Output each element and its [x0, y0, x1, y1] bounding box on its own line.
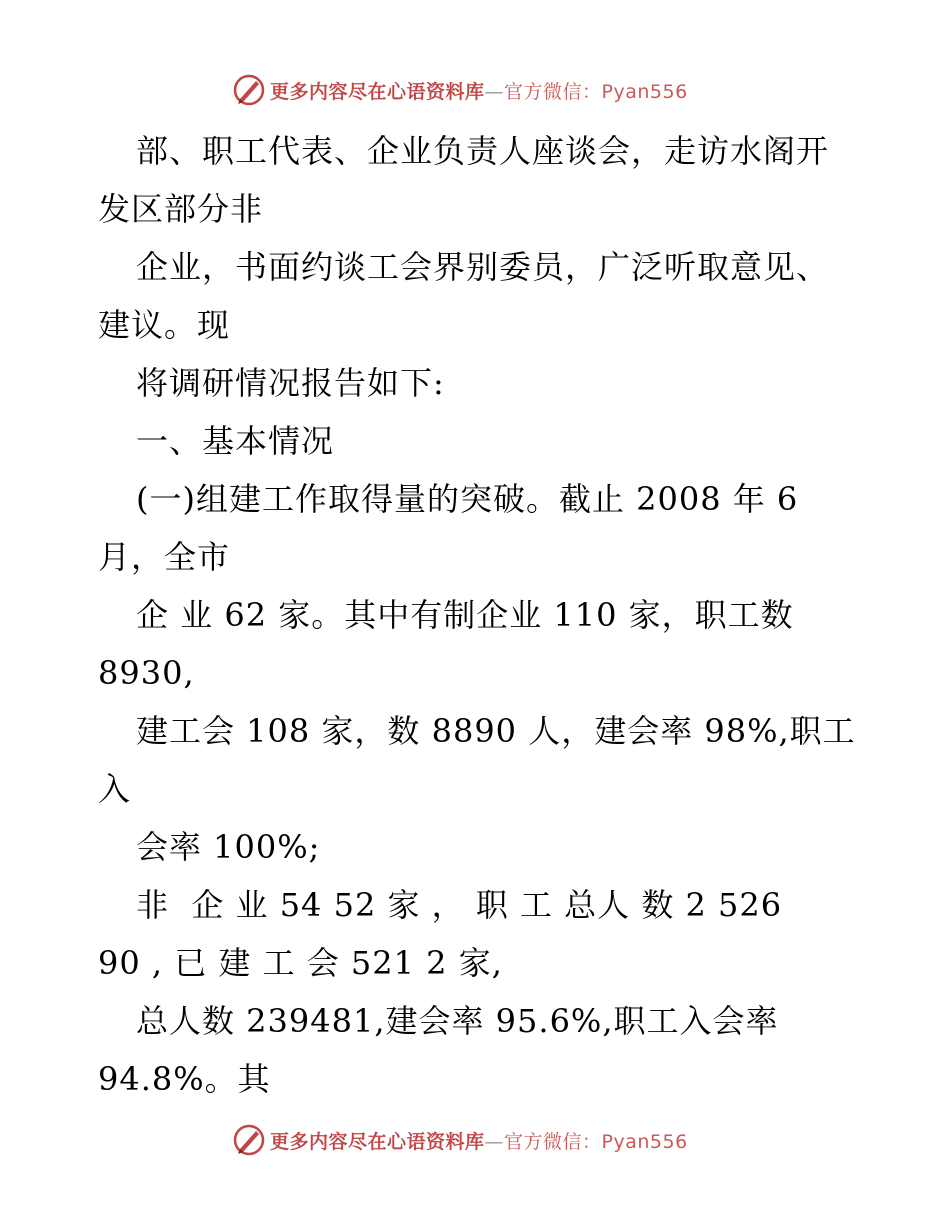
document-body — [98, 122, 858, 1108]
paragraph-line: 企业，书面约谈工会界别委员，广泛听取意见、 — [136, 248, 830, 286]
pen-logo-icon — [232, 73, 266, 107]
paragraph-line: 将调研情况报告如下: — [136, 364, 445, 402]
paragraph-line: 94.8%。其 — [98, 1060, 271, 1098]
watermark-banner-bottom — [232, 1120, 688, 1160]
section-heading: 一、基本情况 — [136, 422, 335, 460]
paragraph-line: 会率 100%; — [136, 828, 321, 866]
paragraph-line: 部、职工代表、企业负责人座谈会，走访水阁开 — [136, 132, 830, 170]
watermark-banner-top — [232, 70, 688, 110]
paragraph-line: 企 业 62 家。其中有制企业 110 家，职工数 — [136, 596, 794, 634]
paragraph-line: 建议。现 — [98, 306, 231, 344]
paragraph-line: 8930, — [98, 654, 195, 692]
watermark-text: 更多内容尽在心语资料库—官方微信：Pyan556 — [270, 80, 688, 103]
pen-logo-icon — [232, 1123, 266, 1157]
paragraph-line: 建工会 108 家，数 8890 人，建会率 98%,职工 — [136, 712, 856, 750]
paragraph-line: 发区部分非 — [98, 190, 264, 228]
paragraph-line: 月，全市 — [98, 538, 231, 576]
watermark-text: 更多内容尽在心语资料库—官方微信：Pyan556 — [270, 1130, 688, 1153]
paragraph-line: 入 — [98, 770, 132, 808]
paragraph-line: 总人数 239481,建会率 95.6%,职工入会率 — [136, 1002, 779, 1040]
paragraph-line: 非 企 业 54 52 家 ， 职 工 总人 数 2 526 — [136, 886, 783, 924]
paragraph-line: 90 , 已 建 工 会 521 2 家, — [98, 944, 503, 982]
paragraph-line: (一)组建工作取得量的突破。截止 2008 年 6 — [136, 480, 799, 518]
